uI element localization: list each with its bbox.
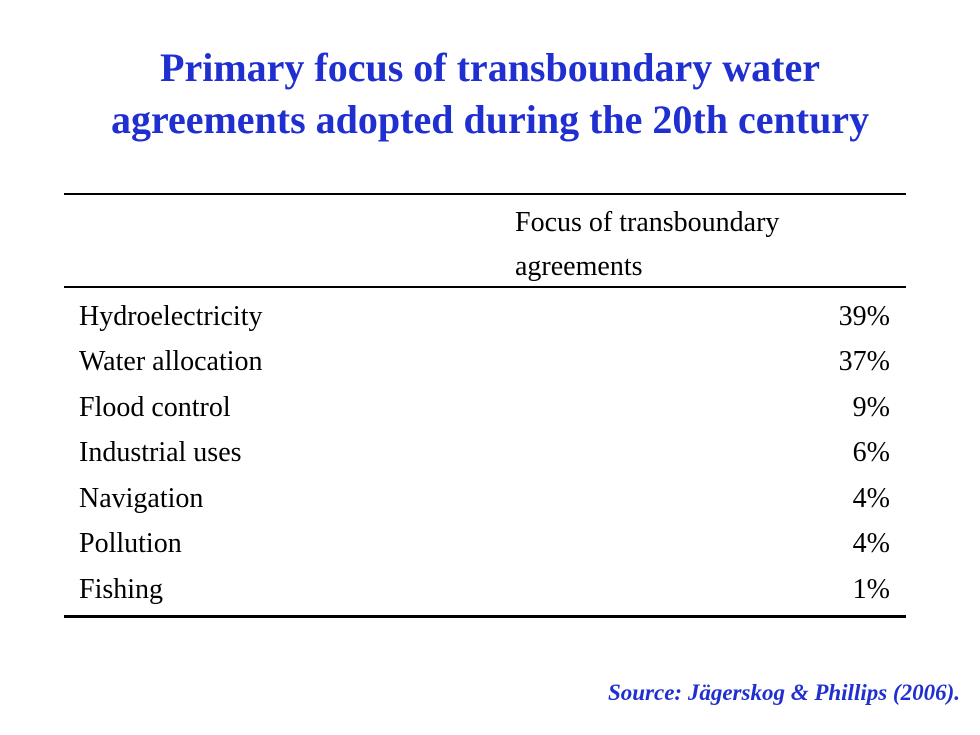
focus-table: [64, 193, 906, 618]
row-value: 4%: [852, 482, 890, 514]
column-header-line-1: Focus of transboundary: [515, 207, 780, 238]
column-header: [515, 201, 875, 289]
slide-title-line-2: agreements adopted during the 20th century: [110, 97, 870, 142]
row-category: Hydroelectricity: [79, 300, 263, 332]
row-category: Pollution: [79, 528, 182, 560]
table-body: [64, 288, 906, 615]
table-row: [64, 385, 906, 431]
row-category: Flood control: [79, 391, 231, 423]
row-category: Fishing: [79, 573, 164, 605]
row-value: 39%: [838, 300, 890, 332]
row-value: 1%: [852, 573, 890, 605]
slide-title-line-1: Primary focus of transboundary water: [160, 45, 820, 90]
row-category: Water allocation: [79, 346, 263, 378]
table-row: [64, 476, 906, 522]
table-row: [64, 340, 906, 386]
table-row: [64, 522, 906, 568]
table-row: [64, 567, 906, 613]
row-value: 37%: [838, 346, 890, 378]
row-category: Industrial uses: [79, 437, 242, 469]
table-row: [64, 431, 906, 477]
table-header: [64, 195, 906, 286]
column-header-line-2: agreements: [515, 251, 643, 282]
table-bottom-rule: [64, 615, 906, 618]
source-citation: Source: Jägerskog & Phillips (2006).: [607, 680, 960, 705]
row-value: 6%: [852, 437, 890, 469]
row-value: 9%: [852, 391, 890, 423]
row-category: Navigation: [79, 482, 204, 514]
slide-title: [0, 42, 980, 146]
table-row: [64, 294, 906, 340]
row-value: 4%: [852, 528, 890, 560]
